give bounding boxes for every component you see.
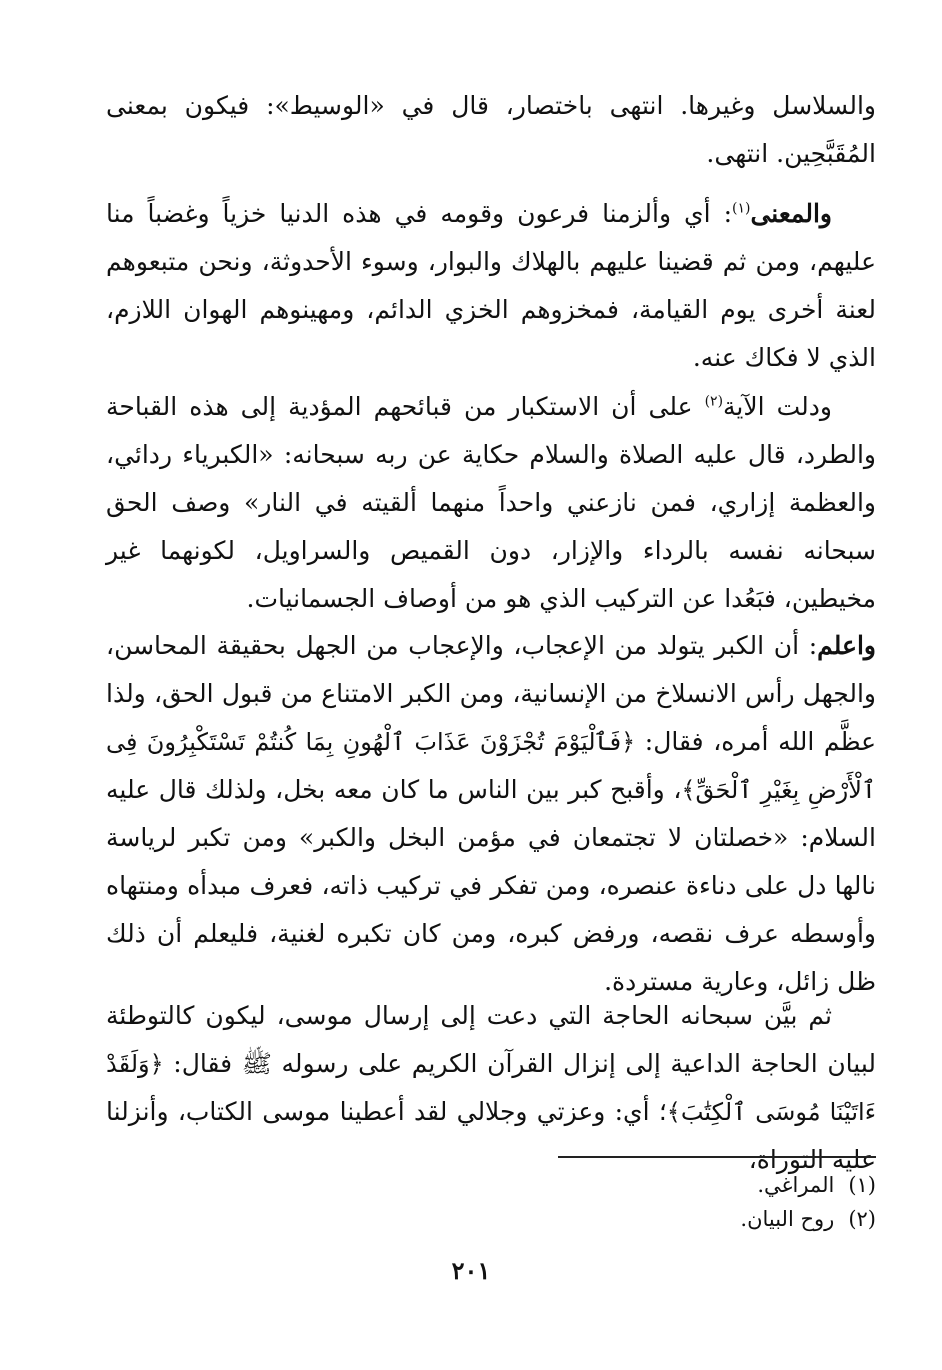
footnote-number: (٢) (848, 1207, 876, 1231)
paragraph-text: ؛ أي: وعزتي وجلالي لقد أعطينا موسى الكتاب، وأنزلنا عليه التوراة، (106, 1097, 876, 1174)
quran-quote: ﴿وَلَقَدْ ءَاتَيْنَا مُوسَى ٱلْكِتَٰبَ﴾ (106, 1050, 877, 1126)
paragraph-know (106, 622, 876, 1006)
paragraph-lead: والمعنى (750, 199, 832, 228)
paragraph-meaning (106, 190, 876, 382)
footnote-text: روح البيان. (740, 1207, 835, 1231)
paragraph-text: على أن الاستكبار من قبائحهم المؤدية إلى هذه القباحة والطرد، قال عليه الصلاة والسلام حكاية عن ربه سبحانه: «الكبرياء ردائي، والعظمة إزاري، فمن نازعني واحداً منهما ألقيته في النار» وصف الحق سبحانه نفسه بالرداء والإزار، دون القميص والسراويل، لكونهما غير مخيطين، فبَعُدا عن التركيب الذي هو من أوصاف الجسمانيات. (106, 392, 876, 613)
paragraph-body (106, 383, 876, 623)
footnote-item (476, 1168, 876, 1202)
paragraph-body (106, 622, 876, 1006)
footnote-ref[interactable]: (١) (732, 200, 751, 217)
paragraph-continuation (106, 82, 876, 178)
paragraph-text: ثم بيَّن سبحانه الحاجة التي دعت إلى إرسال موسى، ليكون كالتوطئة لبيان الحاجة الداعية إلى إنزال القرآن الكريم على رسوله ﷺ فقال: (106, 1001, 876, 1078)
paragraph-lead: ودلت الآية (723, 392, 832, 421)
paragraph-text: : أي وألزمنا فرعون وقومه في هذه الدنيا خزياً وغضباً منا عليهم، ومن ثم قضينا عليهم بالهلاك والبوار، وسوء الأحدوثة، ونحن متبعوهم لعنة أخرى يوم القيامة، فمخزوهم الخزي الدائم، ومهينوهم الهوان اللازم، الذي لا فكاك عنه. (106, 199, 876, 372)
footnote-ref[interactable]: (٢) (704, 393, 724, 410)
page-number: ٢٠١ (451, 1256, 491, 1285)
footnote-item (476, 1202, 876, 1236)
paragraph-text: ، وأقبح كبر بين الناس ما كان معه بخل، ولذلك قال عليه السلام: «خصلتان لا تجتمعان في مؤمن البخل والكبر» ومن تكبر لرياسة نالها دل على دناءة عنصره، ومن تفكر في تركيب ذاته، فعرف مبدأه ومنتهاه وأوسطه عرف نقصه، ورفض كبره، ومن كان تكبره لغنية، فليعلم أن ذلك ظل زائل، وعارية مستردة. (106, 775, 876, 996)
paragraph-verse-indication (106, 383, 876, 623)
paragraph-text: والسلاسل وغيرها. انتهى باختصار، قال في «الوسيط»: فيكون بمعنى المُقَبَّحِين. انتهى. (106, 91, 876, 168)
footnotes (476, 1168, 876, 1236)
footnote-number: (١) (848, 1173, 876, 1197)
paragraph-lead: واعلم (817, 631, 876, 660)
footnote-text: المراغي. (757, 1173, 835, 1197)
quran-quote: ﴿فَٱلْيَوْمَ تُجْزَوْنَ عَذَابَ ٱلْهُونِ بِمَا كُنتُمْ تَسْتَكْبِرُونَ فِى ٱلْأَرْضِ بِغَيْرِ ٱلْحَقِّ﴾ (106, 728, 876, 804)
footnote-divider (558, 1156, 876, 1158)
paragraph-body (106, 190, 876, 382)
paragraph-text: : أن الكبر يتولد من الإعجاب، والإعجاب من الجهل بحقيقة المحاسن، والجهل رأس الانسلاخ من الإنسانية، ومن الكبر الامتناع من قبول الحق، ولذا عظَّم الله أمره، فقال: (106, 631, 876, 756)
